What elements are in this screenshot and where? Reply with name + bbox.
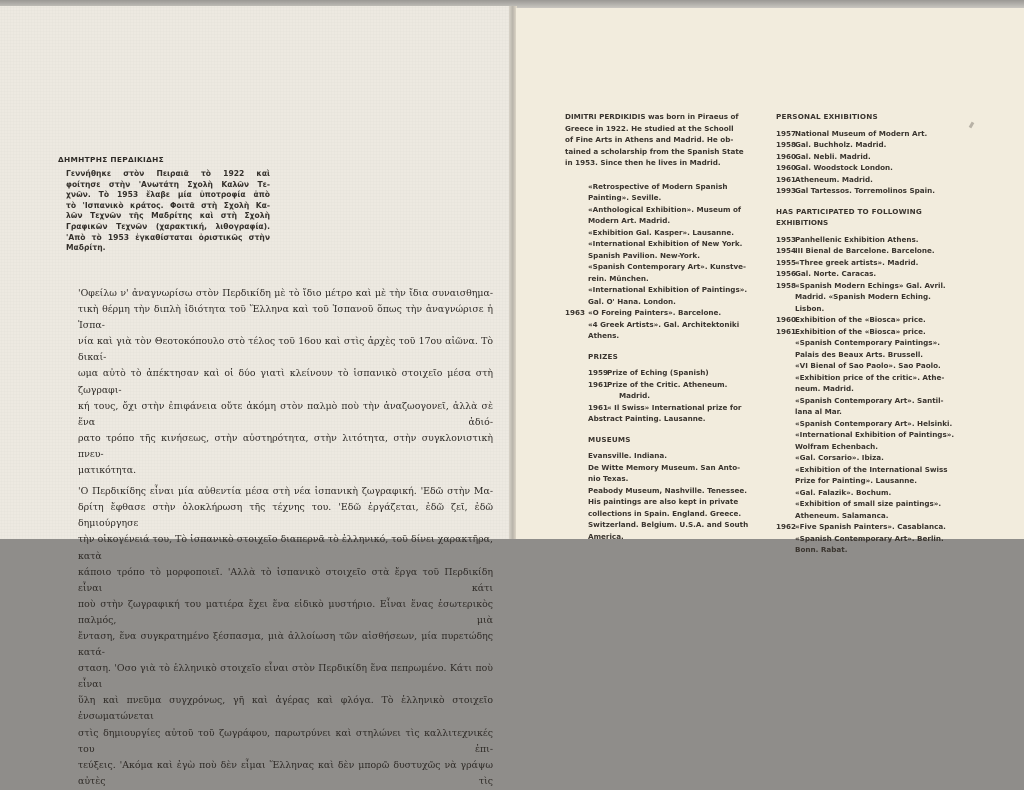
- text-line: [565, 181, 770, 193]
- entry-text: His paintings are also kept in private: [588, 497, 739, 506]
- entry-text: «International Exhibition of New York.: [588, 239, 743, 248]
- dated-entry: [776, 326, 968, 338]
- essay-line: ποὺ στὴν ζωγραφική του ματιέρα ἔχει ἕνα εἰδικὸ μυστήριο. Εἶναι ἕνας ἐσωτερικὸς παλμός, μιὰ: [78, 598, 493, 626]
- entry-text: «O Foreing Painters». Barcelone.: [588, 308, 722, 317]
- entry-text: Bonn. Rabat.: [795, 545, 848, 554]
- entry-text: Prize of the Critic. Atheneum.: [607, 379, 728, 389]
- entry-text: «Gal. Falazik». Bochum.: [795, 487, 892, 497]
- text-line: [776, 360, 968, 372]
- entry-text: «Anthological Exhibition». Museum of: [588, 204, 742, 214]
- entry-text: Panhellenic Exhibition Athens.: [795, 234, 919, 244]
- entry-year: 1960: [776, 151, 797, 161]
- entry-text: rein. München.: [588, 273, 649, 283]
- entry-text: National Museum of Modern Art.: [795, 128, 928, 138]
- entry-text: Lisbon.: [795, 303, 825, 313]
- entry-text: DIMITRI PERDIKIDIS was born in Piraeus of: [565, 112, 739, 121]
- text-line: [565, 496, 770, 508]
- text-line: [565, 284, 770, 296]
- text-line: [776, 441, 968, 453]
- text-line: [565, 261, 770, 273]
- text-line: [565, 111, 770, 123]
- text-line: [776, 303, 968, 315]
- entry-text: collections in Spain. England. Greece.: [588, 508, 742, 518]
- text-line: [565, 157, 770, 169]
- text-line: [776, 464, 968, 476]
- entry-text: Modern Art. Madrid.: [588, 216, 671, 225]
- bio-line: τὸ 'Ισπανικὸ κράτος. Φοιτᾶ στὴ Σχολὴ Κα-: [66, 200, 270, 210]
- entry-text: EXHIBITIONS: [776, 218, 829, 227]
- entry-year: 1958: [776, 280, 797, 290]
- dated-entry: [776, 280, 968, 292]
- essay-line: σταση. 'Οσο γιὰ τὸ ἑλληνικὸ στοιχεῖο εἶναι στὸν Περδικίδη ἕνα πεπρωμένο. Κάτι ποὺ εἶναι: [78, 663, 493, 691]
- section-heading: PERSONAL EXHIBITIONS: [776, 112, 878, 121]
- entry-text: «International Exhibition of Paintings».: [588, 285, 748, 294]
- greek-essay: [78, 286, 493, 790]
- essay-line: δρίτη ἔφθασε στὴν ὁλοκλήρωση τῆς τέχνης του. 'Εδῶ ἐργάζεται, ἐδῶ ζεῖ, ἐδῶ δημιούργησε: [78, 502, 493, 530]
- entry-text: «Exhibition of the International Swiss: [795, 464, 948, 474]
- entry-text: Greece in 1922. He studied at the Schooll: [565, 123, 734, 133]
- text-line: [565, 330, 770, 342]
- dated-entry: [565, 307, 770, 319]
- entry-year: 1953: [776, 234, 797, 244]
- bio-line: Γεννήθηκε στὸν Πειραιᾶ τὸ 1922 καὶ: [66, 169, 270, 178]
- entry-year: 1955: [776, 257, 797, 267]
- text-line: [565, 473, 770, 485]
- entry-text: Gal. Norte. Caracas.: [795, 269, 877, 278]
- entry-text: «Spanish Contemporary Art». Helsinki.: [795, 418, 953, 428]
- text-line: [565, 273, 770, 285]
- text-line: [776, 372, 968, 384]
- entry-text: Abstract Painting. Lausanne.: [588, 414, 706, 423]
- entry-text: «International Exhibition of Paintings».: [795, 430, 955, 439]
- essay-line: κάποιο τρόπο τὸ μορφοποιεῖ. 'Αλλὰ τὸ ἱσπανικὸ στοιχεῖο στὰ ἔργα τοῦ Περδικίδη εἶναι κάτι: [78, 566, 493, 594]
- text-line: [565, 250, 770, 262]
- section-heading: PRIZES: [588, 351, 618, 361]
- text-line: [776, 498, 968, 510]
- entry-text: «Spanish Contemporary Paintings».: [795, 338, 940, 347]
- english-bio-column: [565, 111, 770, 542]
- entry-text: Gal. Buchholz. Madrid.: [795, 140, 887, 149]
- section-heading: [776, 217, 968, 229]
- entry-text: «VI Bienal of Sao Paolo». Sao Paolo.: [795, 361, 941, 370]
- essay-line: ἔνταση, ἕνα συγκρατημένο ξέσπασμα, μιὰ ἀλλοίωση τῶν αἰσθήσεων, μία πυρετώδης κατά-: [78, 630, 493, 659]
- section-heading: MUSEUMS: [588, 434, 631, 444]
- text-line: [776, 487, 968, 499]
- dated-entry: [776, 245, 968, 257]
- entry-text: «Exhibition price of the critic». Athe-: [795, 372, 945, 382]
- entry-text: Palais des Beaux Arts. Brussell.: [795, 349, 924, 359]
- entry-text: «Spanish Contemporary Art». Santil-: [795, 395, 944, 405]
- text-line: [776, 533, 968, 545]
- text-line: [776, 383, 968, 395]
- entry-text: nio Texas.: [588, 474, 629, 483]
- text-line: [776, 418, 968, 430]
- entry-text: «4 Greek Artists». Gal. Architektoniki: [588, 319, 740, 329]
- spacer: [565, 169, 770, 181]
- essay-line: νία καὶ γιὰ τὸν Θεοτοκόπουλο στὸ τέλος τοῦ 16ου καὶ στὶς ἀρχὲς τοῦ 17ου αἰῶνα. Τὸ δικαί-: [78, 336, 493, 364]
- text-line: [565, 450, 770, 462]
- entry-year: 1960: [776, 163, 797, 172]
- section-heading: HAS PARTICIPATED TO FOLLOWING: [776, 206, 922, 216]
- entry-text: America.: [588, 531, 624, 541]
- entry-text: Atheneum. Salamanca.: [795, 510, 889, 520]
- dated-entry: [776, 234, 968, 246]
- dated-entry: [776, 257, 968, 269]
- dated-entry: [776, 521, 968, 533]
- dated-entry: [565, 402, 770, 414]
- text-line: [565, 508, 770, 520]
- entry-text: Madrid. «Spanish Modern Eching.: [795, 292, 931, 301]
- exhibitions-column: [776, 111, 968, 556]
- entry-text: Peabody Museum, Nashville. Tenessee.: [588, 485, 747, 495]
- text-line: [565, 319, 770, 331]
- entry-year: 1993: [776, 186, 797, 195]
- text-line: [565, 413, 770, 425]
- text-line: [565, 531, 770, 543]
- dated-entry: [565, 379, 770, 391]
- entry-text: Gal. Nebli. Madrid.: [795, 151, 871, 161]
- text-line: [565, 519, 770, 531]
- entry-year: 1961: [588, 379, 609, 389]
- text-line: [565, 146, 770, 158]
- text-line: [565, 134, 770, 146]
- bio-line: φοίτησε στὴν 'Ανωτάτη Σχολὴ Καλῶν Τε-: [66, 179, 270, 189]
- entry-year: 1962: [776, 522, 797, 531]
- dated-entry: [776, 268, 968, 280]
- essay-line: τεύξεις. 'Ακόμα καὶ ἐγὼ ποὺ δὲν εἶμαι Ἕλληνας καὶ δὲν μπορῶ δυστυχῶς νὰ γράψω αὐτὲς τὶς: [78, 759, 493, 787]
- entry-text: Exhibition of the «Biosca» price.: [795, 315, 926, 324]
- dated-entry: [776, 151, 968, 163]
- entry-text: Gal. O' Hana. London.: [588, 296, 676, 306]
- text-line: [776, 510, 968, 522]
- essay-line: ματικότητα.: [78, 465, 137, 477]
- text-line: [776, 395, 968, 407]
- text-line: [776, 475, 968, 487]
- essay-line: στὶς δημιουργίες αὐτοῦ τοῦ ζωγράφου, παρωτρύνει καὶ στηλώνει τὶς καλλιτεχνικές του ἐπι-: [78, 727, 493, 755]
- entry-year: 1961: [588, 402, 609, 412]
- entry-year: 1958: [776, 140, 797, 149]
- text-line: [565, 238, 770, 250]
- entry-text: Switzerland. Belgium. U.S.A. and South: [588, 520, 749, 529]
- entry-text: Exhibition of the «Biosca» price.: [795, 326, 926, 336]
- entry-text: «Five Spanish Painters». Casablanca.: [795, 522, 946, 531]
- dated-entry: [776, 185, 968, 197]
- entry-text: Evansville. Indiana.: [588, 451, 667, 460]
- entry-year: 1963: [565, 308, 586, 317]
- entry-year: 1956: [776, 269, 797, 278]
- entry-text: Painting». Seville.: [588, 193, 662, 202]
- entry-text: Athens.: [588, 331, 620, 340]
- dated-entry: [776, 139, 968, 151]
- text-line: [776, 337, 968, 349]
- entry-year: 1959: [588, 368, 609, 377]
- entry-year: 1960: [776, 315, 797, 324]
- entry-text: Wolfram Echenbach.: [795, 441, 878, 451]
- entry-text: «Retrospective of Modern Spanish: [588, 181, 728, 191]
- entry-text: Spanish Pavilion. New-York.: [588, 250, 700, 260]
- entry-text: «Spanish Contemporary Art». Berlin.: [795, 533, 944, 543]
- entry-text: tained a scholarship from the Spanish State: [565, 146, 744, 156]
- text-line: [565, 227, 770, 239]
- text-line: [565, 485, 770, 497]
- essay-paragraph: [78, 286, 493, 479]
- entry-text: lana al Mar.: [795, 407, 842, 416]
- bio-line: λῶν Τεχνῶν τῆς Μαδρίτης καὶ στὴ Σχολὴ: [66, 211, 270, 221]
- entry-text: De Witte Memory Museum. San Anto-: [588, 462, 741, 472]
- text-line: [565, 462, 770, 474]
- entry-year: 1957: [776, 128, 797, 138]
- entry-year: 1954: [776, 246, 797, 255]
- text-line: [776, 429, 968, 441]
- essay-line: τικὴ θέρμη τὴν διπλὴ ἰδιότητα τοῦ Ἕλληνα καὶ τοῦ Ἱσπανοῦ ὅπως τὴν ἀναγνώρισε ἡ Ἱσπα-: [78, 304, 493, 332]
- essay-line: ρατο τρόπο τῆς κινήσεως, στὴν αὐστηρότητα, στὴν λιτότητα, στὴν συγκλονιστικὴ πνευ-: [78, 432, 493, 460]
- text-line: [565, 215, 770, 227]
- text-line: [776, 291, 968, 303]
- entry-text: «Spanish Contemporary Art». Kunstve-: [588, 262, 746, 271]
- text-line: [565, 296, 770, 308]
- entry-text: in 1953. Since then he lives in Madrid.: [565, 158, 721, 167]
- entry-text: of Fine Arts in Athens and Madrid. He ob-: [565, 135, 734, 144]
- greek-title: ΔΗΜΗΤΡΗΣ ΠΕΡΔΙΚΙΔΗΣ: [58, 155, 164, 164]
- essay-paragraph: [78, 484, 493, 790]
- bio-line: Μαδρίτη.: [66, 243, 106, 253]
- essay-line: τὴν οἰκογένειά του, Τὸ ἱσπανικὸ στοιχεῖο διαπερνᾶ τὸ ἑλληνικό, τοῦ δίνει χαρακτῆρα, κατὰ: [78, 534, 493, 562]
- entry-text: Prize of Eching (Spanish): [607, 368, 709, 377]
- entry-year: 1961: [776, 326, 797, 336]
- entry-year: 1961: [776, 174, 797, 184]
- entry-text: «Three greek artists». Madrid.: [795, 257, 919, 267]
- entry-text: Gal. Woodstock London.: [795, 163, 893, 172]
- essay-line: ὕλη καὶ πνεῦμα συγχρόνως, γῆ καὶ ἀγέρας καὶ φλόγα. Τὸ ἑλληνικὸ στοιχεῖο ἐνσωματώνεται: [78, 695, 493, 723]
- entry-text: III Bienal de Barcelone. Barcelone.: [795, 246, 935, 255]
- entry-text: Prize for Painting». Lausanne.: [795, 476, 918, 485]
- bio-line: χνῶν. Τὸ 1953 ἔλαβε μία ὑποτροφία ἀπὸ: [66, 190, 270, 200]
- text-line: [565, 192, 770, 204]
- entry-text: Gal Tartessos. Torremolinos Spain.: [795, 186, 935, 195]
- entry-text: « Il Swiss» International prize for: [607, 402, 742, 412]
- dated-entry: [776, 174, 968, 186]
- entry-text: «Exhibition of small size paintings».: [795, 499, 942, 508]
- entry-text: «Exhibition Gal. Kasper». Lausanne.: [588, 227, 734, 237]
- essay-line: 'Ο Περδικίδης εἶναι μία αὐθεντία μέσα στὴ νέα ἱσπανικὴ ζωγραφική. 'Εδῶ στὴν Μα-: [78, 486, 493, 498]
- essay-line: κή τους, ὄχι στὴν ἐπιφάνεια οὔτε ἀκόμη στὸν παλμὸ ποὺ τὴν ἀναζωογονεῖ, ἀλλὰ σὲ ἕνα ἀδιό-: [78, 400, 493, 428]
- greek-bio: [66, 169, 270, 254]
- entry-text: Madrid.: [619, 391, 651, 400]
- text-line: [565, 123, 770, 135]
- entry-text: «Gal. Corsario». Ibiza.: [795, 453, 884, 462]
- text-line: [776, 406, 968, 418]
- bio-line: Γραφικῶν Τεχνῶν (χαρακτική, λιθογραφία).: [66, 221, 270, 231]
- dated-entry: [776, 162, 968, 174]
- dated-entry: [776, 314, 968, 326]
- essay-line: ωμα αὐτὸ τὸ ἀπέκτησαν καὶ οἱ δύο γιατὶ κλείνουν τὸ ἱσπανικὸ στοιχεῖο μέσα στὴ ζωγραφι-: [78, 368, 493, 396]
- text-line: [565, 390, 770, 402]
- text-line: [776, 349, 968, 361]
- bio-line: 'Απὸ τὸ 1953 ἐγκαθίσταται ὁριστικῶς στὴν: [66, 232, 270, 242]
- text-line: [565, 204, 770, 216]
- text-line: [776, 452, 968, 464]
- essay-line: 'Οφείλω ν' ἀναγνωρίσω στὸν Περδικίδη μὲ τὸ ἴδιο μέτρο καὶ μὲ τὴν ἴδια συναισθημα-: [78, 288, 493, 299]
- entry-text: neum. Madrid.: [795, 384, 854, 393]
- text-line: [776, 544, 968, 556]
- entry-text: «Spanish Modern Echings» Gal. Avril.: [795, 280, 946, 290]
- dated-entry: [776, 128, 968, 140]
- dated-entry: [565, 367, 770, 379]
- entry-text: Atheneum. Madrid.: [795, 174, 873, 184]
